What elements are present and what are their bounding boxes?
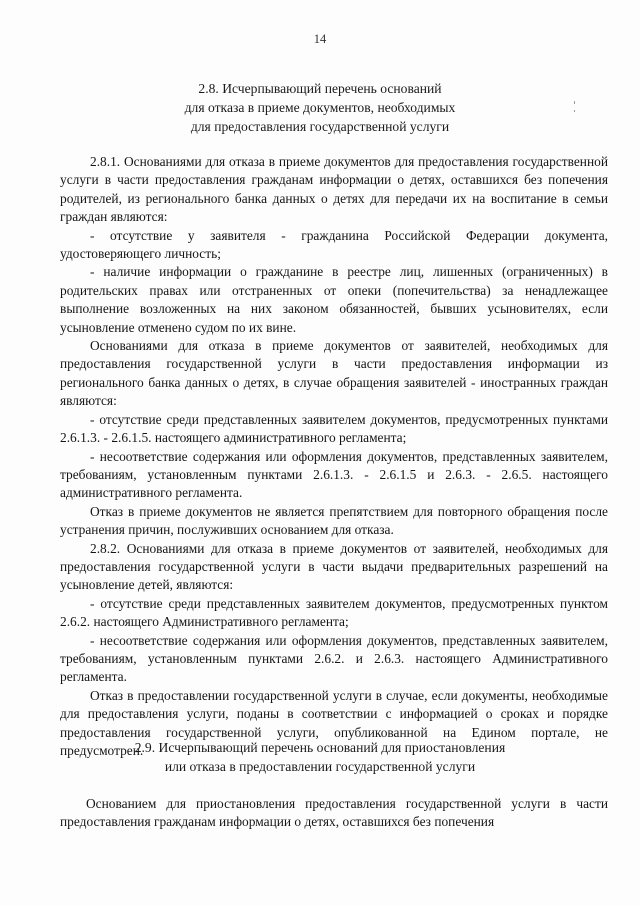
paragraph-2-8-2: 2.8.2. Основаниями для отказа в приеме документов от заявителей, необходимых для предоставления государственной услуги в части выдачи предварительных разрешений на усыновление детей, являются:	[60, 540, 608, 593]
page-number: 14	[313, 32, 327, 46]
paragraph-refusal-not-provided: Отказ в предоставлении государственной услуги в случае, если документы, необходимые для предоставления услуги, поданы в соответствии с информацией о сроках и порядке предоставления государственной услуги, опубликованной на Едином портале, не предусмотрен.	[60, 687, 608, 758]
section-2-8-heading-line-3: для предоставления государственной услуги	[190, 119, 450, 134]
paragraph-2-8-1: 2.8.1. Основаниями для отказа в приеме документов для предоставления государственной услуги в части предоставления гражданам информации о детях, оставшихся без попечения родителей, из регионального банка данных о детях для передачи их на воспитание в семьи граждан являются:	[60, 154, 608, 225]
section-2-8-body	[60, 153, 608, 760]
section-2-8-heading-line-2: для отказа в приеме документов, необходимых	[184, 100, 456, 115]
paragraph-foreign-citizens-grounds: Основаниями для отказа в приеме документов от заявителей, необходимых для предоставления государственной услуги в части предоставления информации из регионального банка данных о детях, в случае обращения заявителей - иностранных граждан являются:	[60, 338, 608, 409]
section-2-9-heading	[0, 738, 640, 776]
section-2-8-heading-line-1: 2.8. Исчерпывающий перечень оснований	[198, 81, 442, 96]
section-2-8-heading	[0, 79, 640, 136]
paragraph-missing-documents-adoption: - отсутствие среди представленных заявителем документов, предусмотренных пунктом 2.6.2. настоящего Административного регламента;	[60, 595, 608, 630]
paragraph-registry-of-deprived-persons: - наличие информации о гражданине в реестре лиц, лишенных (ограниченных) в родительских правах или отстраненных от опеки (попечительства) за ненадлежащее выполнение возложенных на них законом обязанностей, бывших усыновителях, если усыновление отменено судом по их вине.	[60, 264, 608, 335]
paragraph-no-identity-document: - отсутствие у заявителя - гражданина Российской Федерации документа, удостоверяющего личность;	[60, 227, 608, 262]
section-2-9-heading-line-2: или отказа в предоставлении государственной услуги	[164, 759, 476, 774]
paragraph-suspension-grounds: Основанием для приостановления предоставления государственной услуги в части предоставления гражданам информации о детях, оставшихся без попечения	[60, 796, 608, 830]
paragraph-refusal-not-obstacle: Отказ в приеме документов не является препятствием для повторного обращения после устранения причин, послуживших основанием для отказа.	[60, 503, 608, 538]
paragraph-nonconforming-documents-adoption: - несоответствие содержания или оформления документов, представленных заявителем, требованиям, установленным пунктами 2.6.2. и 2.6.3. настоящего Административного регламента.	[60, 632, 608, 685]
paragraph-missing-documents-foreign: - отсутствие среди представленных заявителем документов, предусмотренных пунктами 2.6.1.3. - 2.6.1.5. настоящего административного регламента;	[60, 411, 608, 446]
paragraph-nonconforming-documents-foreign: - несоответствие содержания или оформления документов, представленных заявителем, требованиям, установленным пунктами 2.6.1.3. - 2.6.1.5 и 2.6.3. - 2.6.5. настоящего административного регламента.	[60, 448, 608, 501]
section-2-9-body	[60, 795, 608, 832]
scan-artifact	[574, 110, 575, 112]
section-2-9-heading-line-1: 2.9. Исчерпывающий перечень оснований для приостановления	[134, 740, 506, 755]
scan-artifact	[574, 101, 575, 104]
